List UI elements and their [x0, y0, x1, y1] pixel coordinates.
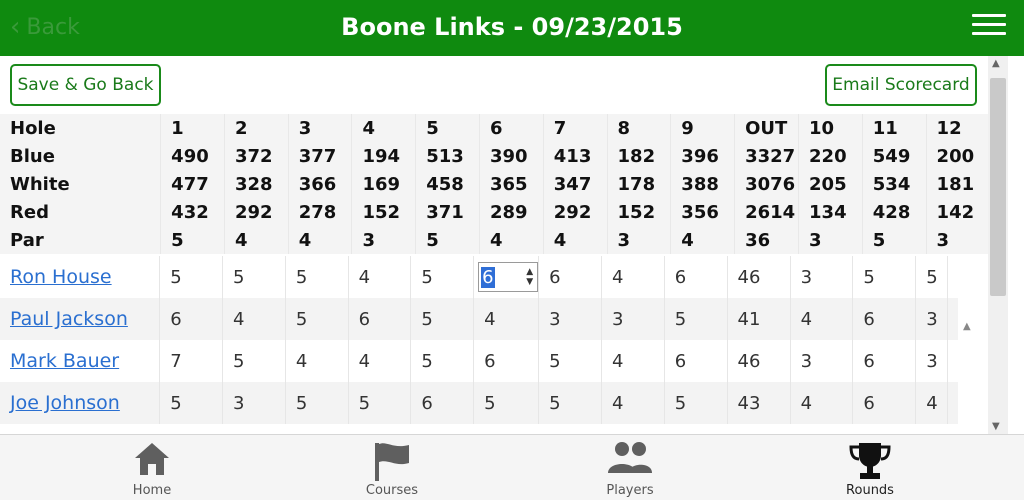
save-go-back-button[interactable]: Save & Go Back: [10, 64, 161, 106]
scroll-thumb[interactable]: [990, 78, 1006, 296]
score-cell[interactable]: 5: [223, 340, 286, 382]
score-cell[interactable]: 5: [348, 382, 411, 424]
course-info-cell: 477: [161, 170, 225, 198]
player-name-cell: [0, 382, 160, 424]
score-cell[interactable]: 6: [160, 298, 223, 340]
player-name-link[interactable]: Mark Bauer: [10, 350, 120, 372]
score-cell[interactable]: 6: [411, 382, 474, 424]
course-info-cell: 12: [926, 114, 988, 142]
score-cell[interactable]: 4: [601, 382, 664, 424]
score-cell[interactable]: 4: [348, 256, 411, 298]
course-info-cell: 490: [161, 142, 225, 170]
player-row: [0, 298, 958, 340]
score-cell[interactable]: 4: [348, 340, 411, 382]
score-cell[interactable]: 5: [539, 340, 602, 382]
course-info-row: [0, 170, 988, 198]
player-name-cell: [0, 298, 160, 340]
course-info-cell: 2614: [735, 198, 799, 226]
score-cell[interactable]: 6: [664, 340, 727, 382]
course-info-cell: 10: [799, 114, 863, 142]
nav-home-label: Home: [132, 483, 172, 498]
nav-players-label: Players: [606, 483, 654, 498]
page-title: Boone Links - 09/23/2015: [341, 13, 683, 41]
course-info-cell: 413: [543, 142, 607, 170]
course-info-table: [0, 114, 988, 254]
email-scorecard-button[interactable]: Email Scorecard: [825, 64, 977, 106]
course-info-cell: 390: [480, 142, 544, 170]
course-info-cell: 1: [161, 114, 225, 142]
course-info-cell: 169: [352, 170, 416, 198]
course-info-cell: 142: [926, 198, 988, 226]
course-info-label: Blue: [0, 142, 161, 170]
score-cell[interactable]: 41: [727, 298, 790, 340]
trophy-icon: [847, 441, 893, 481]
player-row: [0, 382, 958, 424]
nav-courses[interactable]: [322, 435, 462, 500]
player-name-link[interactable]: Ron House: [10, 266, 112, 288]
score-stepper-cell[interactable]: [474, 256, 539, 298]
course-info-cell: 5: [416, 114, 480, 142]
score-cell[interactable]: 3: [790, 340, 853, 382]
score-cell[interactable]: 3: [223, 382, 286, 424]
score-cell[interactable]: 5: [916, 256, 948, 298]
score-cell[interactable]: 6: [474, 340, 539, 382]
house-icon: [133, 441, 171, 477]
course-info-cell: 432: [161, 198, 225, 226]
score-cell[interactable]: 4: [474, 298, 539, 340]
player-name-cell: [0, 340, 160, 382]
score-cell[interactable]: 5: [411, 256, 474, 298]
score-cell[interactable]: 4: [790, 298, 853, 340]
page-scrollbar[interactable]: [988, 56, 1008, 434]
course-info-cell: 292: [224, 198, 288, 226]
right-edge: [1008, 56, 1024, 434]
chevron-left-icon: ‹: [10, 12, 21, 42]
score-cell[interactable]: 3: [601, 298, 664, 340]
player-row: [0, 340, 958, 382]
course-info-cell: 5: [862, 226, 926, 254]
course-info-label: Par: [0, 226, 161, 254]
course-info-cell: 7: [543, 114, 607, 142]
course-info-cell: 152: [352, 198, 416, 226]
score-cell[interactable]: 5: [664, 298, 727, 340]
course-info-cell: 194: [352, 142, 416, 170]
course-info-row: [0, 114, 988, 142]
nav-rounds[interactable]: [800, 435, 940, 500]
nav-players[interactable]: [560, 435, 700, 500]
course-info-cell: 328: [224, 170, 288, 198]
score-cell[interactable]: 5: [160, 256, 223, 298]
stepper-arrows-icon[interactable]: ▲ ▼: [526, 267, 534, 287]
hamburger-menu-icon[interactable]: [972, 14, 1006, 40]
course-info-cell: 396: [671, 142, 735, 170]
score-cell[interactable]: 4: [601, 340, 664, 382]
score-cell[interactable]: 4: [916, 382, 948, 424]
score-cell[interactable]: 4: [223, 298, 286, 340]
course-info-cell: 289: [480, 198, 544, 226]
course-info-cell: 181: [926, 170, 988, 198]
score-cell[interactable]: 3: [916, 298, 948, 340]
bottom-nav: [0, 434, 1024, 500]
back-label: Back: [26, 14, 80, 40]
course-info-cell: 377: [288, 142, 352, 170]
score-cell[interactable]: 5: [285, 298, 348, 340]
player-name-link[interactable]: Paul Jackson: [10, 308, 128, 330]
scroll-up-icon[interactable]: ▲: [992, 58, 1000, 69]
row-padding: [948, 382, 959, 424]
scorecard-content: [0, 56, 988, 434]
inner-scroll-up-icon[interactable]: ▲: [963, 321, 971, 332]
score-cell[interactable]: 5: [539, 382, 602, 424]
course-info-cell: 5: [161, 226, 225, 254]
score-cell[interactable]: 4: [601, 256, 664, 298]
nav-rounds-label: Rounds: [846, 483, 894, 498]
score-cell[interactable]: 5: [474, 382, 539, 424]
score-cell[interactable]: 6: [539, 256, 602, 298]
course-info-cell: 4: [224, 226, 288, 254]
course-info-cell: 178: [607, 170, 671, 198]
course-info-cell: 205: [799, 170, 863, 198]
course-info-label: Hole: [0, 114, 161, 142]
score-cell[interactable]: 43: [727, 382, 790, 424]
score-cell[interactable]: 5: [853, 256, 916, 298]
player-scores-table: [0, 256, 958, 424]
course-info-cell: 4: [671, 226, 735, 254]
score-cell[interactable]: 46: [727, 256, 790, 298]
course-info-cell: 428: [862, 198, 926, 226]
score-stepper[interactable]: [478, 262, 538, 292]
course-info-cell: 356: [671, 198, 735, 226]
flag-icon: [371, 441, 413, 481]
course-info-row: [0, 198, 988, 226]
row-padding: [948, 256, 959, 298]
course-info-cell: 4: [288, 226, 352, 254]
score-cell[interactable]: 5: [285, 382, 348, 424]
course-info-cell: 4: [543, 226, 607, 254]
course-info-label: White: [0, 170, 161, 198]
course-info-cell: 9: [671, 114, 735, 142]
score-cell[interactable]: 3: [539, 298, 602, 340]
score-cell[interactable]: 6: [853, 382, 916, 424]
course-info-cell: 513: [416, 142, 480, 170]
course-info-cell: 220: [799, 142, 863, 170]
course-info-cell: 11: [862, 114, 926, 142]
course-info-cell: OUT: [735, 114, 799, 142]
course-info-cell: 6: [480, 114, 544, 142]
score-cell[interactable]: 4: [285, 340, 348, 382]
score-cell[interactable]: 6: [664, 256, 727, 298]
course-info-cell: 200: [926, 142, 988, 170]
nav-home[interactable]: [82, 435, 222, 500]
course-info-row: [0, 226, 988, 254]
course-info-row: [0, 142, 988, 170]
course-info-cell: 134: [799, 198, 863, 226]
people-icon: [606, 441, 654, 475]
course-info-label: Red: [0, 198, 161, 226]
course-info-cell: 458: [416, 170, 480, 198]
player-name-link[interactable]: Joe Johnson: [10, 392, 120, 414]
course-info-cell: 3: [352, 226, 416, 254]
course-info-cell: 3076: [735, 170, 799, 198]
course-info-cell: 3: [288, 114, 352, 142]
course-info-cell: 534: [862, 170, 926, 198]
player-name-cell: [0, 256, 160, 298]
score-cell[interactable]: 6: [348, 298, 411, 340]
course-info-cell: 388: [671, 170, 735, 198]
course-info-cell: 4: [352, 114, 416, 142]
course-info-cell: 2: [224, 114, 288, 142]
player-row: [0, 256, 958, 298]
course-info-cell: 366: [288, 170, 352, 198]
score-cell[interactable]: 5: [223, 256, 286, 298]
course-info-cell: 347: [543, 170, 607, 198]
course-info-cell: 3327: [735, 142, 799, 170]
score-cell[interactable]: 3: [790, 256, 853, 298]
score-cell[interactable]: 6: [853, 340, 916, 382]
score-cell[interactable]: 3: [916, 340, 948, 382]
scroll-down-icon[interactable]: ▼: [992, 421, 1000, 432]
course-info-cell: 152: [607, 198, 671, 226]
row-padding: [948, 298, 959, 340]
course-info-cell: 372: [224, 142, 288, 170]
score-cell[interactable]: 5: [664, 382, 727, 424]
course-info-cell: 5: [416, 226, 480, 254]
score-cell[interactable]: 6: [853, 298, 916, 340]
app-header: [0, 0, 1024, 56]
course-info-cell: 371: [416, 198, 480, 226]
course-info-cell: 36: [735, 226, 799, 254]
course-info-cell: 182: [607, 142, 671, 170]
score-cell[interactable]: 4: [790, 382, 853, 424]
course-info-cell: 3: [799, 226, 863, 254]
score-cell[interactable]: 5: [160, 382, 223, 424]
course-info-cell: 549: [862, 142, 926, 170]
score-cell[interactable]: 7: [160, 340, 223, 382]
score-cell[interactable]: 5: [411, 340, 474, 382]
course-info-cell: 3: [926, 226, 988, 254]
course-info-cell: 292: [543, 198, 607, 226]
score-stepper-value[interactable]: 6: [482, 266, 494, 288]
course-info-cell: 278: [288, 198, 352, 226]
score-cell[interactable]: 5: [285, 256, 348, 298]
course-info-cell: 3: [607, 226, 671, 254]
course-info-cell: 365: [480, 170, 544, 198]
score-cell[interactable]: 46: [727, 340, 790, 382]
course-info-cell: 4: [480, 226, 544, 254]
course-info-cell: 8: [607, 114, 671, 142]
nav-courses-label: Courses: [365, 483, 419, 498]
row-padding: [948, 340, 959, 382]
score-cell[interactable]: 5: [411, 298, 474, 340]
